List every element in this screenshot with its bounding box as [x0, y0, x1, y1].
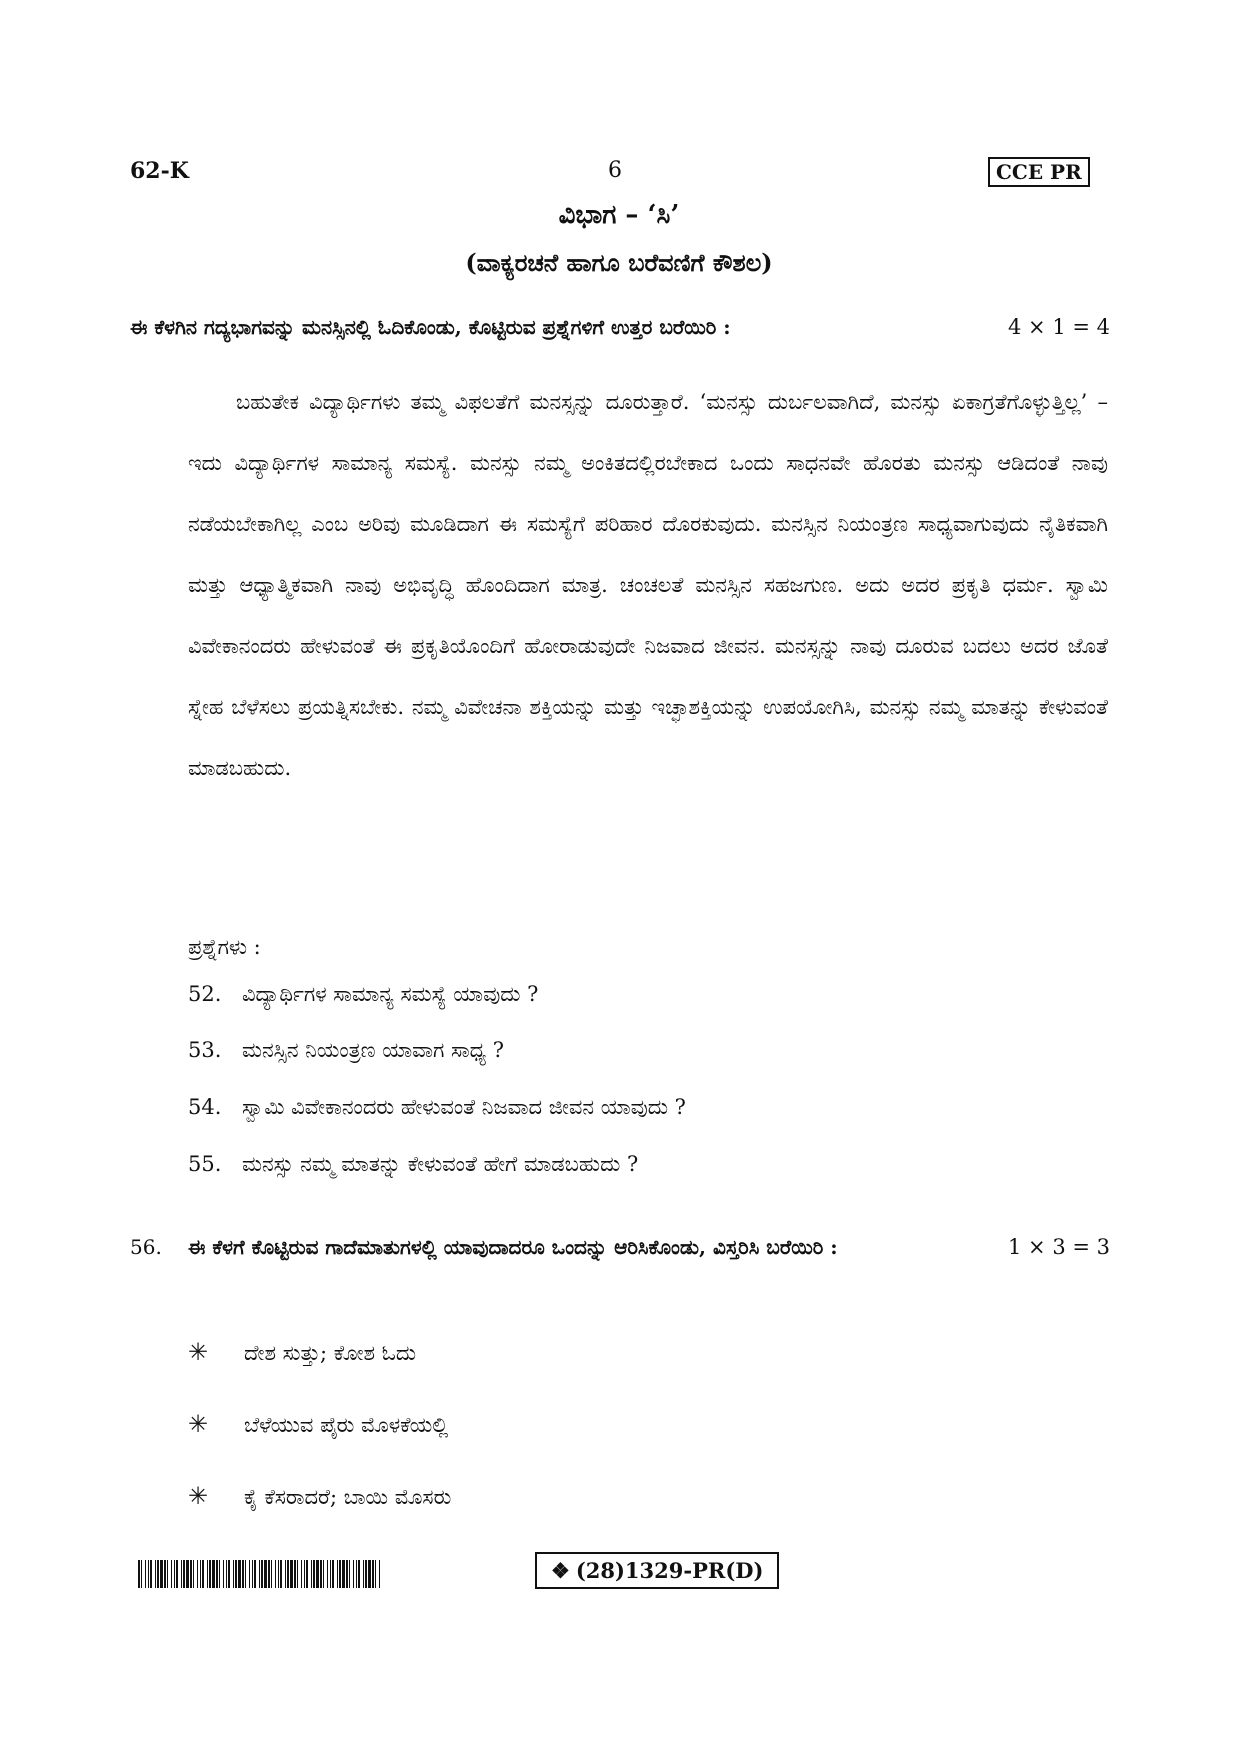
instruction-text: ಈ ಕೆಳಗಿನ ಗದ್ಯಭಾಗವನ್ನು ಮನಸ್ಸಿನಲ್ಲಿ ಓದಿಕೊಂಡು, ಕೊಟ್ಟಿರುವ ಪ್ರಶ್ನೆಗಳಿಗೆ ಉತ್ತರ ಬರೆಯಿರಿ : — [130, 315, 731, 339]
passage-instruction — [130, 315, 1110, 339]
proverb-item — [188, 1338, 416, 1366]
question-55 — [188, 1152, 638, 1177]
page-number: 6 — [608, 158, 622, 183]
question-text: ಮನಸ್ಸು ನಮ್ಮ ಮಾತನ್ನು ಕೇಳುವಂತೆ ಹೇಗೆ ಮಾಡಬಹುದು ? — [242, 1152, 639, 1176]
instruction-marks: 4 × 1 = 4 — [1008, 315, 1110, 339]
question-text: ಈ ಕೆಳಗೆ ಕೊಟ್ಟಿರುವ ಗಾದೆಮಾತುಗಳಲ್ಲಿ ಯಾವುದಾದರೂ ಒಂದನ್ನು ಆರಿಸಿಕೊಂಡು, ವಿಸ್ತರಿಸಿ ಬರೆಯಿರಿ : — [188, 1235, 838, 1259]
question-number: 52. — [188, 982, 222, 1006]
question-text: ಮನಸ್ಸಿನ ನಿಯಂತ್ರಣ ಯಾವಾಗ ಸಾಧ್ಯ ? — [242, 1038, 505, 1062]
footer-code: (28)1329-PR(D) — [575, 1558, 764, 1583]
question-text: ಸ್ವಾಮಿ ವಿವೇಕಾನಂದರು ಹೇಳುವಂತೆ ನಿಜವಾದ ಜೀವನ ಯಾವುದು ? — [242, 1095, 686, 1119]
question-56 — [130, 1225, 1110, 1269]
question-marks: 1 × 3 = 3 — [1008, 1235, 1110, 1259]
paper-code: 62-K — [130, 158, 189, 184]
section-subtitle: (ವಾಕ್ಯರಚನೆ ಹಾಗೂ ಬರೆವಣಿಗೆ ಕೌಶಲ) — [465, 248, 773, 277]
proverb-text: ದೇಶ ಸುತ್ತು; ಕೋಶ ಓದು — [244, 1341, 417, 1365]
footer-code-box — [535, 1552, 779, 1589]
proverb-text: ಬೆಳೆಯುವ ಪೈರು ಮೊಳಕೆಯಲ್ಲಿ — [244, 1413, 449, 1437]
asterisk-icon: ✳ — [188, 1410, 209, 1438]
question-number: 53. — [188, 1038, 222, 1062]
diamond-icon: ❖ — [551, 1558, 570, 1583]
questions-heading: ಪ್ರಶ್ನೆಗಳು : — [188, 935, 261, 959]
question-number: 54. — [188, 1095, 222, 1119]
asterisk-icon: ✳ — [188, 1338, 209, 1366]
cce-badge: CCE PR — [988, 157, 1090, 187]
asterisk-icon: ✳ — [188, 1482, 209, 1510]
comprehension-passage — [188, 372, 1108, 799]
proverb-text: ಕೈ ಕೆಸರಾದರೆ; ಬಾಯಿ ಮೊಸರು — [244, 1485, 452, 1509]
question-54 — [188, 1095, 686, 1120]
passage-text: ಬಹುತೇಕ ವಿದ್ಯಾರ್ಥಿಗಳು ತಮ್ಮ ವಿಫಲತೆಗೆ ಮನಸ್ಸನ್ನು ದೂರುತ್ತಾರೆ. ‘ಮನಸ್ಸು ದುರ್ಬಲವಾಗಿದೆ, ಮನಸ್ಸು ಏಕಾಗ್ರತೆಗೊಳ್ಳುತ್ತಿಲ್ಲ’ – ಇದು ವಿದ್ಯಾರ್ಥಿಗಳ ಸಾಮಾನ್ಯ ಸಮಸ್ಯೆ. ಮನಸ್ಸು ನಮ್ಮ ಅಂಕಿತದಲ್ಲಿರಬೇಕಾದ ಒಂದು ಸಾಧನವೇ ಹೊರತು ಮನಸ್ಸು ಆಡಿದಂತೆ ನಾವು ನಡೆಯಬೇಕಾಗಿಲ್ಲ ಎಂಬ ಅರಿವು ಮೂಡಿದಾಗ ಈ ಸಮಸ್ಯೆಗೆ ಪರಿಹಾರ ದೊರಕುವುದು. ಮನಸ್ಸಿನ ನಿಯಂತ್ರಣ ಸಾಧ್ಯವಾಗುವುದು ನೈತಿಕವಾಗಿ ಮತ್ತು ಆಧ್ಯಾತ್ಮಿಕವಾಗಿ ನಾವು ಅಭಿವೃದ್ಧಿ ಹೊಂದಿದಾಗ ಮಾತ್ರ. ಚಂಚಲತೆ ಮನಸ್ಸಿನ ಸಹಜಗುಣ. ಅದು ಅದರ ಪ್ರಕೃತಿ ಧರ್ಮ. ಸ್ವಾಮಿ ವಿವೇಕಾನಂದರು ಹೇಳುವಂತೆ ಈ ಪ್ರಕೃತಿಯೊಂದಿಗೆ ಹೋರಾಡುವುದೇ ನಿಜವಾದ ಜೀವನ. ಮನಸ್ಸನ್ನು ನಾವು ದೂರುವ ಬದಲು ಅದರ ಜೊತೆ ಸ್ನೇಹ ಬೆಳೆಸಲು ಪ್ರಯತ್ನಿಸಬೇಕು. ನಮ್ಮ ವಿವೇಚನಾ ಶಕ್ತಿಯನ್ನು ಮತ್ತು ಇಚ್ಛಾಶಕ್ತಿಯನ್ನು ಉಪಯೋಗಿಸಿ, ಮನಸ್ಸು ನಮ್ಮ ಮಾತನ್ನು ಕೇಳುವಂತೆ ಮಾಡಬಹುದು. — [188, 390, 1108, 780]
proverb-item — [188, 1482, 451, 1510]
question-number: 55. — [188, 1152, 222, 1176]
question-52 — [188, 982, 538, 1007]
question-number: 56. — [130, 1235, 162, 1259]
barcode-icon — [138, 1560, 384, 1588]
question-53 — [188, 1038, 504, 1063]
section-title: ವಿಭಾಗ – ‘ಸಿ’ — [558, 200, 680, 230]
question-text: ವಿದ್ಯಾರ್ಥಿಗಳ ಸಾಮಾನ್ಯ ಸಮಸ್ಯೆ ಯಾವುದು ? — [242, 982, 539, 1006]
proverb-item — [188, 1410, 448, 1438]
